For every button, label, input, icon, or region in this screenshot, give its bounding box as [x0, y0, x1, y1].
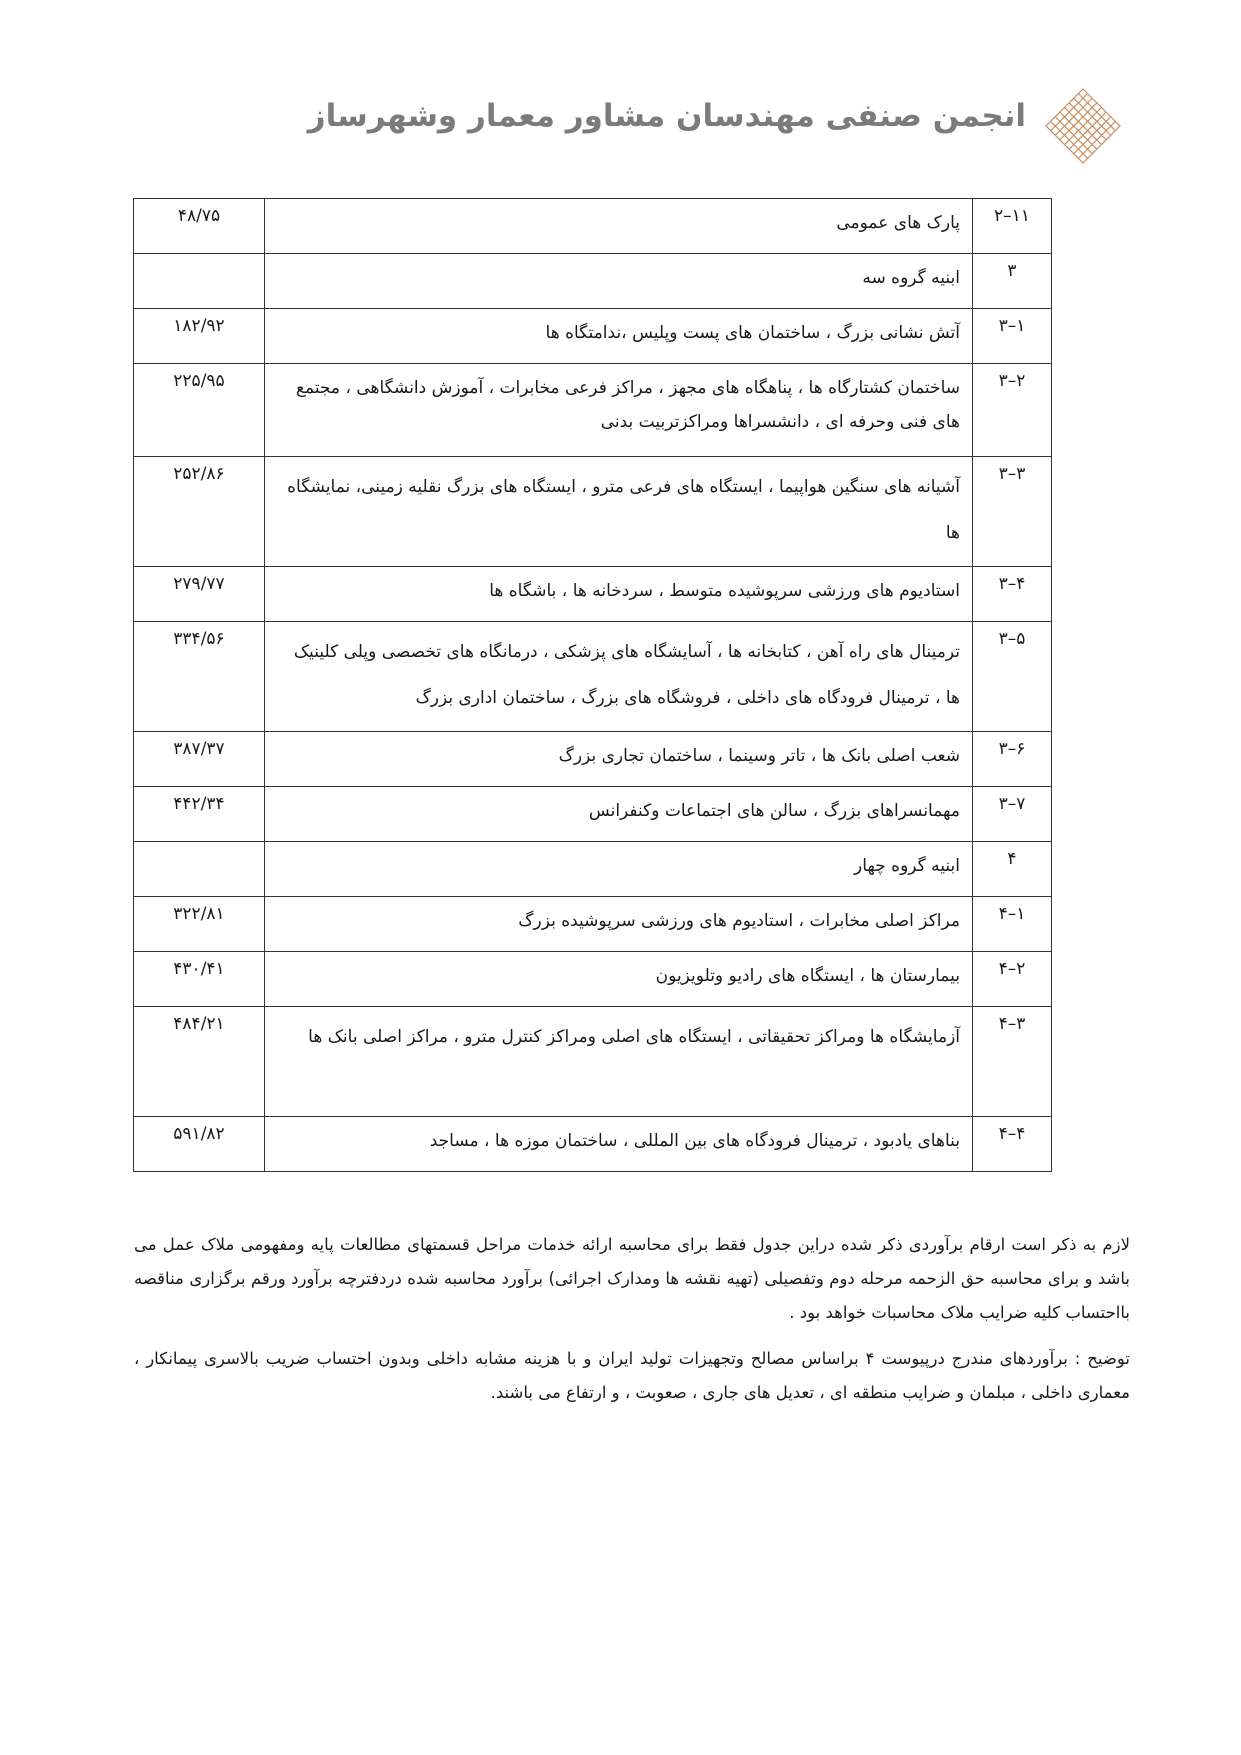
row-code: ۳–۶ — [973, 732, 1052, 787]
table-row — [134, 457, 1052, 567]
cost-rates-table — [133, 198, 1052, 1172]
row-code: ۳–۵ — [973, 622, 1052, 732]
table-row — [134, 952, 1052, 1007]
table-row — [134, 364, 1052, 457]
row-title: مهمانسراهای بزرگ ، سالن های اجتماعات وکنفرانس — [265, 787, 973, 842]
table-row — [134, 897, 1052, 952]
table-row — [134, 732, 1052, 787]
row-title: آتش نشانی بزرگ ، ساختمان های پست وپلیس ،ندامتگاه ها — [265, 309, 973, 364]
row-value: ۲۲۵/۹۵ — [134, 364, 265, 457]
row-title: ترمینال های راه آهن ، کتابخانه ها ، آسایشگاه های پزشکی ، درمانگاه های تخصصی وپلی کلینیک ها ، ترمینال فرودگاه های داخلی ، فروشگاه های بزرگ ، ساختمان اداری بزرگ — [265, 622, 973, 732]
organization-title: انجمن صنفی مهندسان مشاور معمار وشهرساز — [307, 98, 1026, 134]
table-row — [134, 309, 1052, 364]
row-value: ۳۸۷/۳۷ — [134, 732, 265, 787]
row-title: آشیانه های سنگین هواپیما ، ایستگاه های فرعی مترو ، ایستگاه های بزرگ نقلیه زمینی، نمایشگاه ها — [265, 457, 973, 567]
row-title: پارک های عمومی — [265, 199, 973, 254]
row-value: ۴۳۰/۴۱ — [134, 952, 265, 1007]
row-title: مراکز اصلی مخابرات ، استادیوم های ورزشی سرپوشیده بزرگ — [265, 897, 973, 952]
row-title: شعب اصلی بانک ها ، تاتر وسینما ، ساختمان تجاری بزرگ — [265, 732, 973, 787]
note-paragraph-1: لازم به ذکر است ارقام برآوردی ذکر شده دراین جدول فقط برای محاسبه ارائه خدمات مراحل قسمتهای مطالعات پایه ومفهومی ملاک عمل می باشد و برای محاسبه حق الزحمه مرحله دوم وتفصیلی (تهیه نقشه ها ومدارک اجرائی) برآورد محاسبه شده دردفترچه برآورد ورقم برگزاری مناقصه بااحتساب کلیه ضرایب ملاک محاسبات خواهد بود . — [134, 1235, 1130, 1322]
row-code: ۴–۱ — [973, 897, 1052, 952]
row-code: ۳–۲ — [973, 364, 1052, 457]
row-code: ۴ — [973, 842, 1052, 897]
row-code: ۴–۳ — [973, 1007, 1052, 1117]
row-value: ۴۴۲/۳۴ — [134, 787, 265, 842]
row-value: ۴۸۴/۲۱ — [134, 1007, 265, 1117]
row-value: ۳۳۴/۵۶ — [134, 622, 265, 732]
table-row — [134, 1007, 1052, 1117]
table-row — [134, 787, 1052, 842]
row-code: ۳–۳ — [973, 457, 1052, 567]
row-value: ۲۷۹/۷۷ — [134, 567, 265, 622]
row-title: بناهای یادبود ، ترمینال فرودگاه های بین المللی ، ساختمان موزه ها ، مساجد — [265, 1117, 973, 1172]
row-title: استادیوم های ورزشی سرپوشیده متوسط ، سردخانه ها ، باشگاه ها — [265, 567, 973, 622]
table-row — [134, 567, 1052, 622]
table-row — [134, 1117, 1052, 1172]
note-paragraph-2: توضیح : برآوردهای مندرج درپیوست ۴ براساس مصالح وتجهیزات تولید ایران و با هزینه مشابه داخلی وبدون احتساب ضریب بالاسری پیمانکار ، معماری داخلی ، مبلمان و ضرایب منطقه ای ، تعدیل های جاری ، صعوبت ، و ارتفاع می باشند. — [134, 1349, 1130, 1402]
table-row — [134, 622, 1052, 732]
row-code: ۳–۴ — [973, 567, 1052, 622]
row-title: آزمایشگاه ها ومراکز تحقیقاتی ، ایستگاه های اصلی ومراکز کنترل مترو ، مراکز اصلی بانک ها — [265, 1007, 973, 1117]
row-value: ۲۵۲/۸۶ — [134, 457, 265, 567]
row-code: ۴–۴ — [973, 1117, 1052, 1172]
row-value: ۵۹۱/۸۲ — [134, 1117, 265, 1172]
row-value: ۳۲۲/۸۱ — [134, 897, 265, 952]
notes-section — [134, 1228, 1130, 1422]
table-row — [134, 199, 1052, 254]
row-value — [134, 842, 265, 897]
lattice-diamond-logo-icon — [1045, 88, 1121, 164]
row-code: ۲–۱۱ — [973, 199, 1052, 254]
row-title: بیمارستان ها ، ایستگاه های رادیو وتلویزیون — [265, 952, 973, 1007]
table-row — [134, 842, 1052, 897]
row-title: ساختمان کشتارگاه ها ، پناهگاه های مجهز ، مراکز فرعی مخابرات ، آموزش دانشگاهی ، مجتمع های فنی وحرفه ای ، دانشسراها ومراکزتربیت بدنی — [265, 364, 973, 457]
row-title: ابنیه گروه چهار — [265, 842, 973, 897]
row-value: ۴۸/۷۵ — [134, 199, 265, 254]
row-value — [134, 254, 265, 309]
row-value: ۱۸۲/۹۲ — [134, 309, 265, 364]
table-row — [134, 254, 1052, 309]
row-code: ۳ — [973, 254, 1052, 309]
row-code: ۴–۲ — [973, 952, 1052, 1007]
row-code: ۳–۷ — [973, 787, 1052, 842]
row-code: ۳–۱ — [973, 309, 1052, 364]
row-title: ابنیه گروه سه — [265, 254, 973, 309]
page-header — [0, 80, 1241, 170]
